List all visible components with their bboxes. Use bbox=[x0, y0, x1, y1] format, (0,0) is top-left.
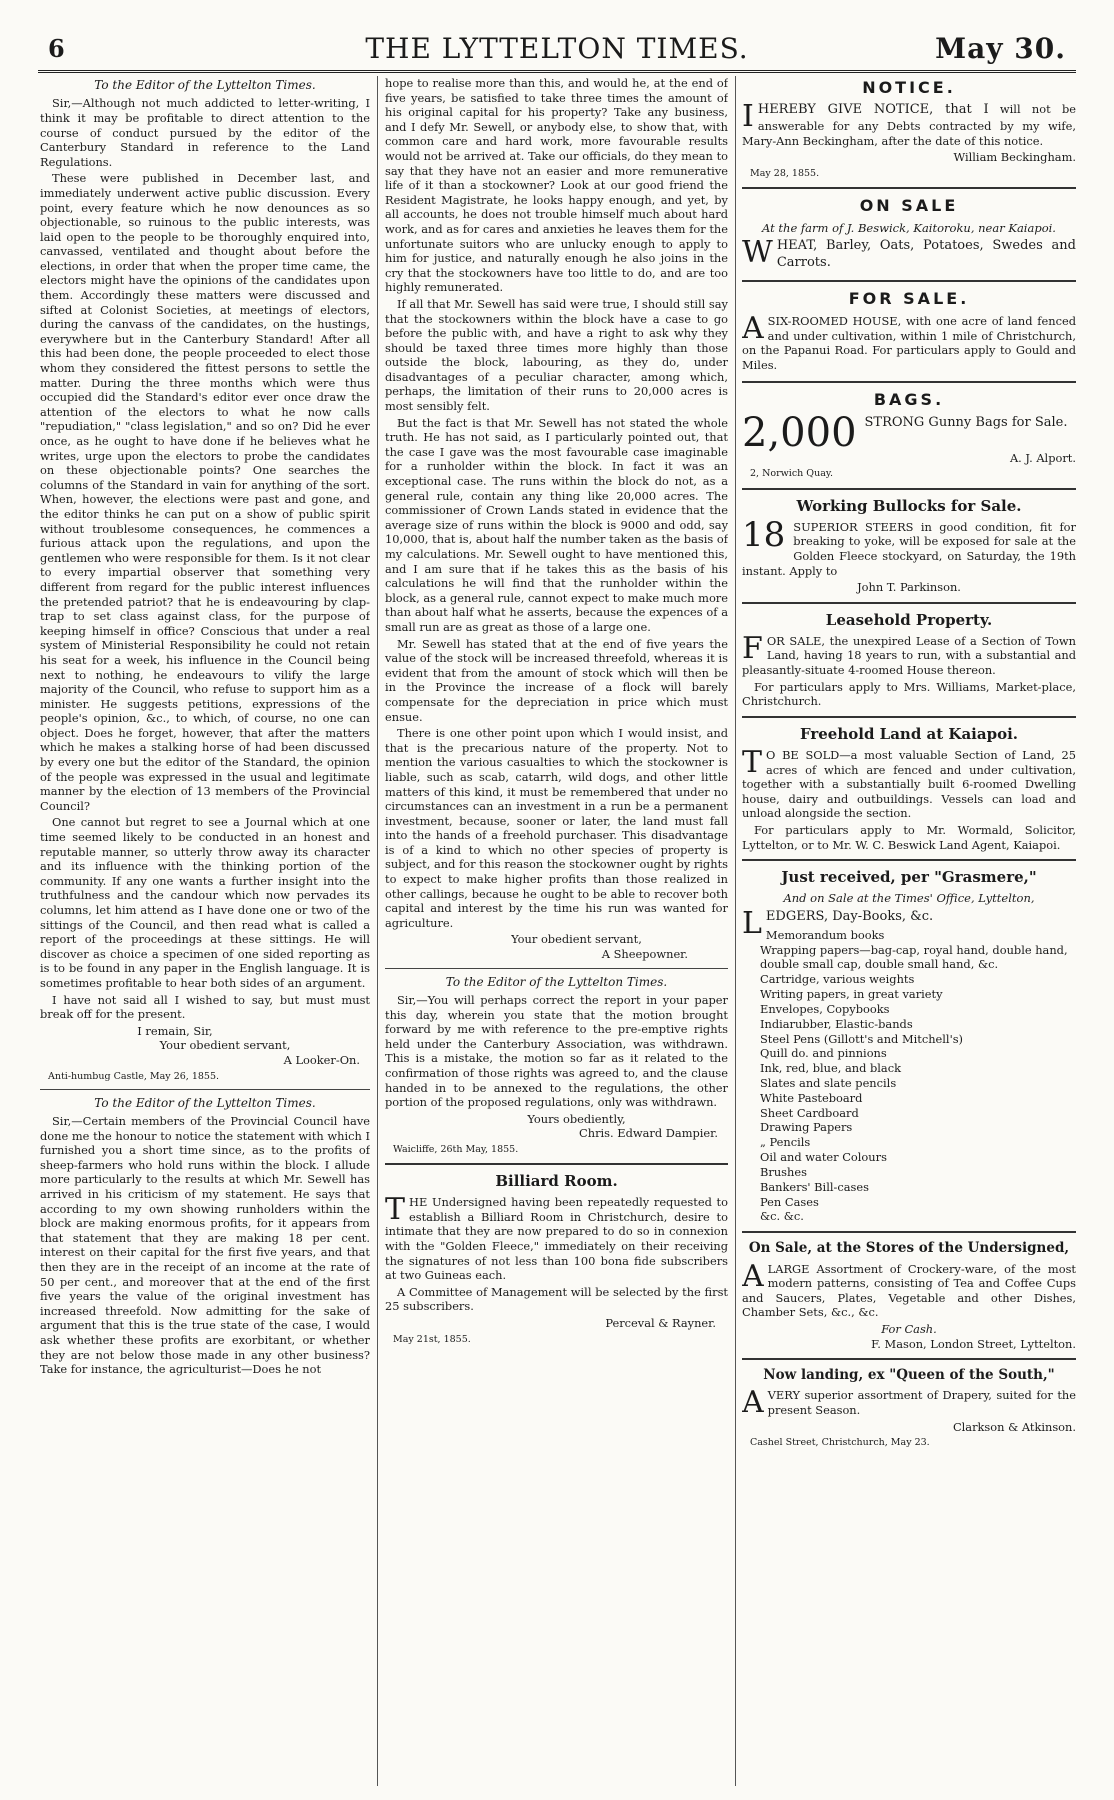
ad-title: On Sale, at the Stores of the Undersigned, bbox=[748, 1240, 1070, 1257]
list-item: Oil and water Colours bbox=[760, 1150, 887, 1165]
letter-heading: To the Editor of the Lyttelton Times. bbox=[445, 974, 668, 989]
ad-title: ON SALE bbox=[859, 196, 959, 216]
ad-address: Cashel Street, Christchurch, May 23. bbox=[750, 1437, 930, 1449]
ad-title: Freehold Land at Kaiapoi. bbox=[799, 724, 1019, 743]
ad-body: SIX-ROOMED HOUSE, with one acre of land fenced and under cultivation, within 1 mile of Christchurch, on the Papanui Road. For particulars apply to Gould and Miles. bbox=[742, 313, 1076, 372]
ad-title: NOTICE. bbox=[862, 78, 956, 97]
ad-body: will not be answerable for any Debts contracted by my wife, Mary-Ann Beckingham, after the date of this notice. bbox=[742, 102, 1076, 148]
ad-signature: Perceval & Rayner. bbox=[605, 1316, 716, 1331]
list-item: Indiarubber, Elastic-bands bbox=[760, 1016, 913, 1031]
divider bbox=[742, 1231, 1076, 1233]
column-1 bbox=[40, 76, 370, 1786]
ad-big-number: 2,000 bbox=[742, 409, 857, 456]
drop-cap: A bbox=[742, 310, 764, 346]
ad-grasmere bbox=[742, 868, 1076, 1224]
divider bbox=[40, 1089, 370, 1090]
ad-title: Billiard Room. bbox=[495, 1172, 618, 1191]
ad-body: A Committee of Management will be selected by the first 25 subscribers. bbox=[385, 1284, 728, 1314]
ad-body: VERY superior assortment of Drapery, suited for the present Season. bbox=[767, 1388, 1076, 1417]
letter-place-date: Waicliffe, 26th May, 1855. bbox=[393, 1143, 519, 1155]
ad-body: SUPERIOR STEERS in good condition, fit for breaking to yoke, will be exposed for sale at the Golden Fleece stockyard, on Saturday, the 19th instant. Apply to bbox=[742, 519, 1076, 578]
list-item: Drawing Papers bbox=[760, 1120, 853, 1135]
ad-title: Just received, per "Grasmere," bbox=[781, 868, 1037, 887]
list-item: Slates and slate pencils bbox=[760, 1076, 897, 1090]
ad-big-number: 18 bbox=[742, 514, 786, 555]
ad-for-sale bbox=[742, 289, 1076, 374]
letter-paragraph: Mr. Sewell has stated that at the end of five years the value of the stock will be increased threefold, whereas it is evident that from the amount of stock which will then be in the Province the increase of a flock will barely compensate for the depreciation in price which must ensue. bbox=[385, 636, 728, 724]
ad-on-sale bbox=[742, 196, 1076, 273]
ad-body: STRONG Gunny Bags for Sale. bbox=[864, 414, 1068, 430]
list-item: White Pasteboard bbox=[760, 1090, 863, 1105]
list-item: Writing papers, in great variety bbox=[760, 987, 943, 1002]
ad-body: HE Undersigned having been repeatedly requested to establish a Billiard Room in Christchurch, desire to intimate that they are now prepared to do so in connexion with the "Golden Fleece," immediately on their receiving the signatures of not less than 100 bona fide subscribers at two Guineas each. bbox=[385, 1195, 728, 1283]
letter-paragraph: If all that Mr. Sewell has said were true, I should still say that the stockowners within the block have a case to go before the public with, and have a right to ask why they should be taxed three times more highly than those outside the block, labouring, as they do, under disadvantages of a peculiar character, among which, perhaps, the limitation of their runs to 20,000 acres is most sensibly felt. bbox=[385, 296, 728, 414]
list-item: Ink, red, blue, and black bbox=[760, 1061, 901, 1076]
ad-body: OR SALE, the unexpired Lease of a Section of Town Land, having 18 years to run, with a substantial and pleasantly-situate 4-roomed House thereon. bbox=[742, 633, 1076, 678]
ad-lead: HEREBY GIVE NOTICE, that I bbox=[757, 102, 989, 118]
column-rule bbox=[735, 76, 736, 1786]
letter-paragraph: One cannot but regret to see a Journal which at one time seemed likely to be conducted in an honest and reputable manner, so utterly throw away its character and its influence with the thinking portion of the community. If any one wants a further insight into the truthfulness and the candour which now pervades its columns, let him attend as I have done one or two of the sittings of the Council, and then read what is called a report of the proceedings at these sittings. He will discover as choice a specimen of one sided reporting as is to be found in any paper in the English language. It is sometimes profitable to hear both sides of an argument. bbox=[40, 815, 370, 990]
ad-body: For particulars apply to Mrs. Williams, Market-place, Christchurch. bbox=[742, 679, 1076, 709]
letter-closing: Yours obediently, bbox=[527, 1111, 626, 1126]
list-item: Wrapping papers—bag-cap, royal hand, double hand, double small cap, double small hand, &c. bbox=[760, 942, 1068, 972]
ad-drapery bbox=[742, 1367, 1076, 1449]
letter-signature: A Sheepowner. bbox=[601, 947, 688, 962]
ad-title: Now landing, ex "Queen of the South," bbox=[763, 1367, 1055, 1384]
divider bbox=[742, 716, 1076, 718]
letter-closing: Your obedient servant, bbox=[511, 932, 642, 947]
list-item: Envelopes, Copybooks bbox=[760, 1001, 890, 1016]
letter-paragraph: There is one other point upon which I would insist, and that is the precarious nature of the property. Not to mention the various casualties to which the stockowner is liable, such as scab, catarrh, wild dogs, and other little matters of this kind, it must be remembered that under no circumstances can an investment in a run be a permanent investment, because, sooner or later, the land must fall into the hands of a freehold purchaser. This disadvantage is of a kind to which no other species of property is subject, and for this reason the stockowner ought by rights to expect to make higher profits than those realized in other callings, because he ought to be able to recover both capital and interest by the time his run was wanted for agriculture. bbox=[385, 726, 728, 930]
divider bbox=[742, 381, 1076, 383]
ad-body: HEAT, Barley, Oats, Potatoes, Swedes and Carrots. bbox=[776, 238, 1076, 270]
drop-cap: T bbox=[742, 745, 763, 781]
ad-title: Leasehold Property. bbox=[825, 610, 993, 629]
ad-bags bbox=[742, 390, 1076, 480]
ad-date: May 28, 1855. bbox=[750, 167, 820, 179]
letter-paragraph: I have not said all I wished to say, but must must break off for the present. bbox=[40, 992, 370, 1022]
ad-signature: A. J. Alport. bbox=[1009, 450, 1076, 465]
masthead bbox=[38, 28, 1076, 73]
ad-body: O BE SOLD—a most valuable Section of Land, 25 acres of which are fenced and under cultivation, together with a substantially built 6-roomed Dwelling house, dairy and outbuildings. Vessels can load and unload alongside the section. bbox=[742, 748, 1076, 821]
divider bbox=[385, 1163, 728, 1165]
ad-signature: Clarkson & Atkinson. bbox=[952, 1419, 1076, 1434]
letter-paragraph: These were published in December last, and immediately underwent active public discussion. Every point, every feature which he now denounces as so objectionable, so ruinous to the public interests, was laid open to the people to be thoroughly enquired into, canvassed, ventilated and thought about before the elections, in order that when the proper time came, the electors might have the opinions of the candidates upon them. Accordingly these matters were discussed and sifted at Colonist Societies, at meetings of electors, during the canvass of the candidates, on the hustings, everywhere but in the Canterbury Standard! After all this had been done, the people proceeded to elect those whom they considered the fittest persons to settle the matter. During the three months which were thus occupied did the Standard's editor ever once draw the attention of the electors to what he now calls "repudiation," "class legislation," and so on? Did he ever once, as he ought to have done if he believes what he writes, urge upon the electors to probe the candidates on these objectionable points? One searches the columns of the Standard in vain for anything of the sort. When, however, the elections were past and gone, and the editor thinks he can put on a show of public spirit without troublesome consequences, he commences a furious attack upon the regulations, and upon the gentlemen who were responsible for them. Is it not clear to every impartial observer that something very different from regard for the public interest influences the pretended patriot? that he is endeavouring by clap-trap to set class against class, for the purpose of keeping himself in office? Conscious that under a real system of Ministerial Responsibility he could not retain his seat for a week, his influence in the Council being next to nothing, he endeavours to vilify the large majority of the Council, who refuse to support him as a minister. He suggests petitions, expressions of the people's opinion, &c., to which, of course, no one can object. Does he forget, however, that after the matters which he makes a stalking horse of had been discussed by every one but the editor of the Standard, the opinion of the people was expressed in the usual and legitimate manner by the election of 13 members of the Provincial Council? bbox=[40, 171, 370, 813]
page-number: 6 bbox=[48, 34, 65, 63]
list-item: Memorandum books bbox=[765, 927, 885, 942]
list-item: Brushes bbox=[760, 1164, 807, 1179]
ad-signature: F. Mason, London Street, Lyttelton. bbox=[871, 1336, 1076, 1351]
ad-date: May 21st, 1855. bbox=[393, 1333, 471, 1345]
divider bbox=[742, 187, 1076, 189]
ad-title: BAGS. bbox=[873, 390, 945, 410]
list-item: Cartridge, various weights bbox=[760, 972, 915, 987]
list-item: Bankers' Bill-cases bbox=[760, 1179, 869, 1194]
divider bbox=[385, 968, 728, 969]
ad-crockery bbox=[742, 1240, 1076, 1351]
letter-paragraph: Sir,—You will perhaps correct the report in your paper this day, wherein you state that the motion brought forward by me with reference to the pre-emptive rights held under the Canterbury Association, was withdrawn. This is a mistake, the motion so far as it related to the confirmation of those rights was agreed to, and the clause handed in to be annexed to the regulations, the other portion of the proposed regulations, only was withdrawn. bbox=[385, 992, 728, 1110]
drop-cap: L bbox=[742, 906, 762, 942]
letter-paragraph: hope to realise more than this, and would he, at the end of five years, be satisfied to take three times the amount of his original capital for his property? Take any business, and I defy Mr. Sewell, or anybody else, to show that, with common care and hard work, more favourable results would not be arrived at. Take our officials, do they mean to say that they have not an easier and more remunerative life of it than a stockowner? Look at our good friend the Resident Magistrate, he looks happy enough, and yet, by all accounts, he does not trouble himself much about hard work, and as for cares and anxieties he leaves them for the unfortunate suitors who are unlucky enough to apply to him for justice, and naturally enough he also joins in the cry that the stockowners have too little to do, and are too highly remunerated. bbox=[385, 76, 728, 295]
divider bbox=[742, 602, 1076, 604]
ad-freehold bbox=[742, 725, 1076, 852]
list-item: Quill do. and pinnions bbox=[760, 1046, 887, 1061]
ad-lead: EDGERS, Day-Books, &c. bbox=[765, 909, 934, 925]
drop-cap: W bbox=[742, 235, 773, 271]
column-3 bbox=[742, 76, 1076, 1786]
ad-leasehold bbox=[742, 611, 1076, 709]
list-item: „ Pencils bbox=[760, 1135, 811, 1150]
drop-cap: A bbox=[742, 1385, 764, 1421]
ad-body: For particulars apply to Mr. Wormald, Solicitor, Lyttelton, or to Mr. W. C. Beswick Land Agent, Kaiapoi. bbox=[742, 823, 1076, 852]
list-item: Sheet Cardboard bbox=[760, 1105, 859, 1120]
ad-signature: William Beckingham. bbox=[953, 150, 1076, 165]
drop-cap: T bbox=[385, 1192, 406, 1228]
divider bbox=[742, 1358, 1076, 1360]
ad-subtitle: At the farm of J. Beswick, Kaitoroku, near Kaiapoi. bbox=[762, 220, 1056, 235]
divider bbox=[742, 859, 1076, 861]
drop-cap: I bbox=[742, 99, 754, 135]
letter-closing: Your obedient servant, bbox=[159, 1038, 291, 1053]
column-rule bbox=[377, 76, 378, 1786]
ad-subtitle: And on Sale at the Times' Office, Lyttelton, bbox=[783, 891, 1035, 906]
letter-heading: To the Editor of the Lyttelton Times. bbox=[94, 1095, 316, 1110]
letter-paragraph: Sir,—Although not much addicted to letter-writing, I think it may be profitable to direct attention to the course of conduct pursued by the editor of the Canterbury Standard in reference to the Land Regulations. bbox=[40, 96, 370, 169]
letter-paragraph: Sir,—Certain members of the Provincial Council have done me the honour to notice the statement with which I furnished you a short time since, as to the profits of sheep-farmers who hold runs within the block. I allude more particularly to the results at which Mr. Sewell has arrived in his criticism of my statement. He says that according to my own showing runholders within the block are making enormous profits, for it appears from that statement that they are making 18 per cent. interest on their capital for the first five years, and that then they are in the receipt of an income at the rate of 50 per cent., and moreover that at the end of the first five years the value of the original investment has increased threefold. Now admitting for the sake of argument that this is the true state of the case, I would ask whether these profits are exorbitant, or whether they are not below those made in any other business? Take for instance, the agriculturist—Does he not bbox=[40, 1114, 370, 1377]
ad-working-bullocks bbox=[742, 497, 1076, 595]
list-item: &c. &c. bbox=[760, 1209, 804, 1224]
stationery-list bbox=[760, 928, 1076, 1225]
ad-notice bbox=[742, 78, 1076, 180]
ad-title: Working Bullocks for Sale. bbox=[796, 496, 1022, 515]
letter-signature: A Looker-On. bbox=[283, 1052, 360, 1067]
ad-address: 2, Norwich Quay. bbox=[750, 468, 833, 480]
ad-body: LARGE Assortment of Crockery-ware, of the most modern patterns, consisting of Tea and Coffee Cups and Saucers, Plates, Vegetable and other Dishes, Chamber Sets, &c., &c. bbox=[742, 1261, 1076, 1320]
drop-cap: F bbox=[742, 630, 763, 666]
list-item: Pen Cases bbox=[760, 1194, 819, 1209]
letter-paragraph: But the fact is that Mr. Sewell has not stated the whole truth. He has not said, as I particularly pointed out, that the case I gave was the most favourable case imaginable for a runholder within the block. In fact it was an exceptional case. The runs within the block do not, as a general rule, contain any thing like 20,000 acres. The commissioner of Crown Lands stated in evidence that the average size of runs within the block is 9000 and odd, say 10,000, that is, about half the number taken as the basis of my calculations. Mr. Sewell ought to have mentioned this, and I am sure that if he takes this as the basis of his calculations he will find that the runholder within the block, as a general rule, cannot expect to make much more than about half what he asserts, because the expences of a small run are as great as those of a large one. bbox=[385, 415, 728, 634]
letter-heading: To the Editor of the Lyttelton Times. bbox=[94, 78, 316, 92]
ad-signature: John T. Parkinson. bbox=[857, 580, 961, 595]
ad-title: FOR SALE. bbox=[848, 289, 970, 309]
letter-closing: I remain, Sir, bbox=[137, 1023, 213, 1038]
newspaper-title: THE LYTTELTON TIMES. bbox=[365, 32, 749, 65]
letter-signature: Chris. Edward Dampier. bbox=[579, 1126, 718, 1141]
divider bbox=[742, 488, 1076, 490]
ad-billiard-room bbox=[385, 1172, 728, 1346]
divider bbox=[742, 280, 1076, 282]
list-item: Steel Pens (Gillott's and Mitchell's) bbox=[760, 1031, 963, 1046]
issue-date: May 30. bbox=[935, 32, 1066, 65]
ad-terms: For Cash. bbox=[881, 1321, 937, 1336]
drop-cap: A bbox=[742, 1258, 764, 1294]
letter-place-date: Anti-humbug Castle, May 26, 1855. bbox=[48, 1070, 220, 1082]
column-2 bbox=[385, 76, 728, 1786]
